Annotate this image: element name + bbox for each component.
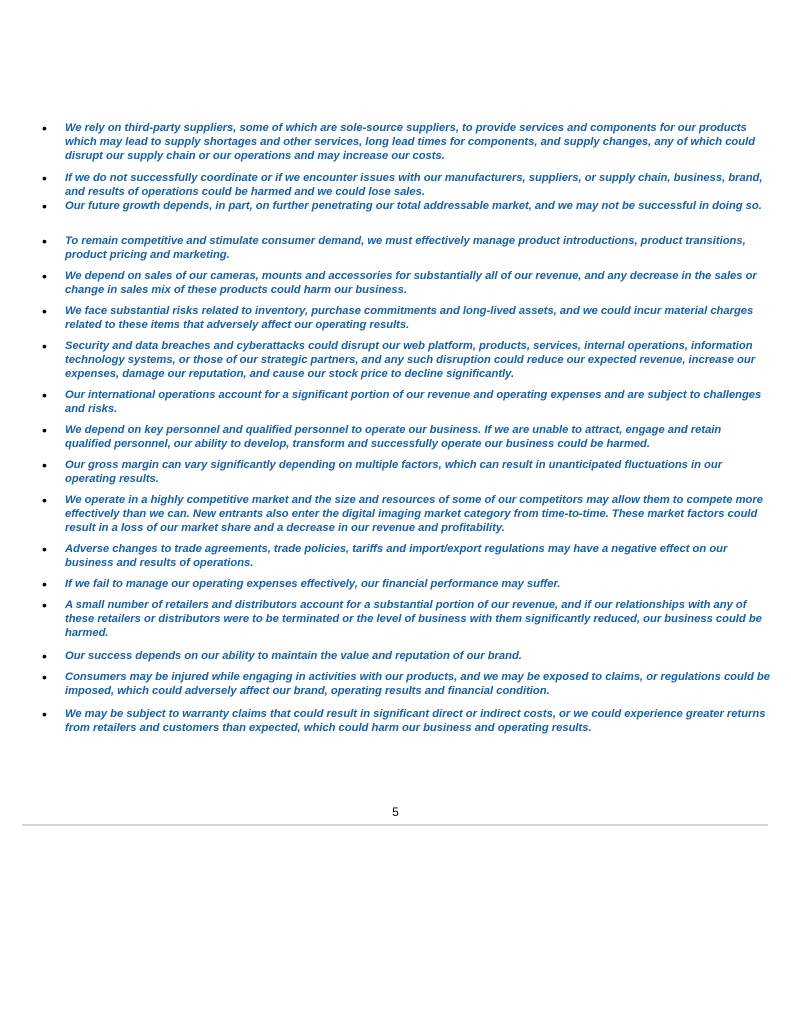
risk-factor-text: Adverse changes to trade agreements, trade policies, tariffs and import/export regulations may have a negative effect on our business and results of operations. xyxy=(65,543,728,569)
bullet-icon: • xyxy=(42,338,47,354)
bullet-icon: • xyxy=(42,387,47,403)
risk-factor-text: A small number of retailers and distributors account for a substantial portion of our revenue, and if our relationships with any of these retailers or distributors were to be terminated or the level of business with them significantly reduced, our business could be harmed. xyxy=(65,599,762,639)
risk-factor-text: We may be subject to warranty claims that could result in significant direct or indirect costs, or we could experience greater returns from retailers and customers than expected, which could harm our business and operating results. xyxy=(65,708,766,734)
bullet-icon: • xyxy=(42,648,47,664)
bullet-icon: • xyxy=(42,541,47,557)
bullet-icon: • xyxy=(42,597,47,613)
bullet-icon: • xyxy=(42,120,47,136)
risk-factor-text: Our future growth depends, in part, on further penetrating our total addressable market, and we may not be successful in doing so. xyxy=(65,200,762,212)
bullet-icon: • xyxy=(42,669,47,685)
bullet-icon: • xyxy=(42,268,47,284)
bullet-icon: • xyxy=(42,457,47,473)
risk-factor-text: To remain competitive and stimulate consumer demand, we must effectively manage product introductions, product transitions, product pricing and marketing. xyxy=(65,235,746,261)
risk-factor-text: Our gross margin can vary significantly depending on multiple factors, which can result in unanticipated fluctuations in our operating results. xyxy=(65,459,723,485)
bullet-icon: • xyxy=(42,233,47,249)
risk-factor-text: Our success depends on our ability to maintain the value and reputation of our brand. xyxy=(65,650,522,662)
page-divider xyxy=(22,824,768,826)
risk-factor-text: We rely on third-party suppliers, some of which are sole-source suppliers, to provide services and components for our products which may lead to supply shortages and other services, long lead times for components, and supply changes, any of which could disrupt our supply chain or our operations and may increase our costs. xyxy=(65,122,756,162)
risk-factor-text: If we fail to manage our operating expenses effectively, our financial performance may suffer. xyxy=(65,578,561,590)
bullet-icon: • xyxy=(42,170,47,186)
risk-factor-text: Our international operations account for a significant portion of our revenue and operating expenses and are subject to challenges and risks. xyxy=(65,389,762,415)
bullet-icon: • xyxy=(42,198,47,214)
risk-factor-text: We depend on sales of our cameras, mounts and accessories for substantially all of our revenue, and any decrease in the sales or change in sales mix of these products could harm our business. xyxy=(65,270,757,296)
bullet-icon: • xyxy=(42,492,47,508)
risk-factor-text: We operate in a highly competitive market and the size and resources of some of our competitors may allow them to compete more effectively than we can. New entrants also enter the digital imaging market category from time-to-time. These market factors could result in a loss of our market share and a decrease in our revenue and profitability. xyxy=(65,494,763,534)
bullet-icon: • xyxy=(42,706,47,722)
bullet-icon: • xyxy=(42,303,47,319)
risk-factor-text: We depend on key personnel and qualified personnel to operate our business. If we are unable to attract, engage and retain qualified personnel, our ability to develop, transform and successfully operate our business could be harmed. xyxy=(65,424,722,450)
risk-factor-text: If we do not successfully coordinate or if we encounter issues with our manufacturers, suppliers, or supply chain, business, brand, and results of operations could be harmed and we could lose sales. xyxy=(65,172,763,198)
bullet-icon: • xyxy=(42,422,47,438)
page-number: 5 xyxy=(392,805,399,819)
risk-factor-text: Security and data breaches and cyberattacks could disrupt our web platform, products, services, internal operations, information technology systems, or those of our strategic partners, and any such disruption could reduce our expected revenue, increase our expenses, damage our reputation, and cause our stock price to decline significantly. xyxy=(65,340,756,380)
bullet-icon: • xyxy=(42,576,47,592)
risk-factor-text: Consumers may be injured while engaging in activities with our products, and we may be exposed to claims, or regulations could be imposed, which could adversely affect our brand, operating results and financial condition. xyxy=(65,671,770,697)
risk-factor-text: We face substantial risks related to inventory, purchase commitments and long-lived assets, and we could incur material charges related to these items that adversely affect our operating results. xyxy=(65,305,754,331)
